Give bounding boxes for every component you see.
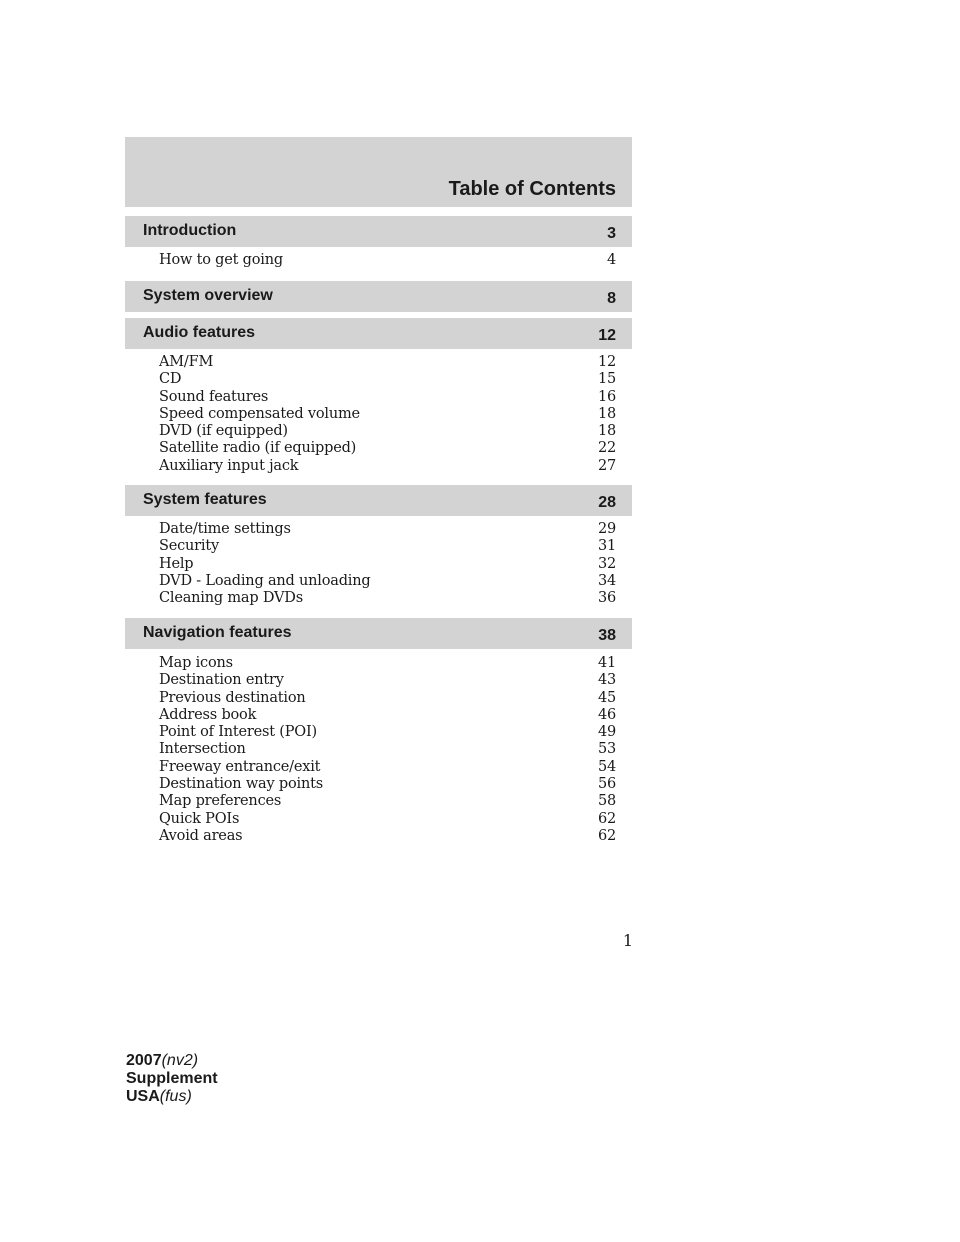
entry-page: 62: [597, 810, 616, 827]
section-title: System features: [143, 491, 267, 508]
footer-imprint: [126, 1052, 218, 1106]
entry-page: 22: [597, 440, 616, 457]
toc-entry[interactable]: [159, 672, 616, 689]
entry-page: 45: [597, 689, 616, 706]
entry-page: 32: [597, 555, 616, 572]
toc-entry[interactable]: [159, 724, 616, 741]
entry-page: 29: [597, 521, 616, 537]
toc-entry[interactable]: [159, 690, 616, 707]
toc-entry[interactable]: [159, 707, 616, 724]
entries-system-features: [159, 521, 616, 607]
toc-entry[interactable]: [159, 458, 616, 475]
section-title: Audio features: [143, 324, 256, 341]
section-audio-features[interactable]: [125, 318, 632, 349]
entry-page: 46: [597, 706, 616, 723]
entry-page: 62: [597, 827, 616, 844]
entry-label: Destination entry: [159, 672, 284, 689]
toc-entry[interactable]: [159, 811, 616, 828]
toc-entry[interactable]: [159, 655, 616, 672]
entry-label: Previous destination: [159, 689, 306, 706]
section-navigation-features[interactable]: [125, 618, 632, 649]
toc-entry[interactable]: [159, 423, 616, 440]
footer-market: USA: [126, 1088, 160, 1105]
toc-entry[interactable]: [159, 759, 616, 776]
entry-page: 34: [597, 572, 616, 589]
footer-line-year: [126, 1052, 218, 1070]
page-number: 1: [622, 931, 633, 950]
toc-entry[interactable]: [159, 389, 616, 406]
toc-entry[interactable]: [159, 776, 616, 793]
entry-page: 12: [597, 354, 616, 370]
section-system-overview[interactable]: [125, 281, 632, 312]
entry-page: 27: [597, 457, 616, 474]
entry-label: Avoid areas: [159, 827, 243, 844]
section-title: System overview: [143, 287, 273, 304]
entry-page: 56: [597, 776, 616, 793]
toc-entry[interactable]: [159, 406, 616, 423]
entry-page: 4: [606, 252, 616, 268]
toc-entry[interactable]: [159, 440, 616, 457]
entries-navigation-features: [159, 655, 616, 845]
entry-page: 53: [597, 741, 616, 758]
entry-label: DVD - Loading and unloading: [159, 572, 371, 589]
footer-line-supplement: [126, 1070, 218, 1088]
entry-page: 41: [597, 655, 616, 671]
header-band: [125, 137, 632, 207]
entry-label: Help: [159, 555, 194, 572]
toc-entry[interactable]: [159, 741, 616, 758]
toc-entry[interactable]: [159, 538, 616, 555]
footer-year: 2007: [126, 1052, 162, 1069]
entry-label: Sound features: [159, 388, 269, 405]
entry-label: Freeway entrance/exit: [159, 758, 321, 775]
section-page: 38: [598, 627, 616, 644]
entry-label: Security: [159, 538, 219, 555]
section-introduction[interactable]: [125, 216, 632, 247]
toc-entry[interactable]: [159, 573, 616, 590]
toc-entry[interactable]: [159, 556, 616, 573]
entry-page: 36: [597, 590, 616, 607]
entry-label: Map preferences: [159, 793, 282, 810]
toc-entry[interactable]: [159, 828, 616, 845]
entry-label: CD: [159, 371, 182, 388]
entry-page: 15: [597, 371, 616, 388]
section-page: 28: [598, 494, 616, 511]
entry-page: 58: [597, 793, 616, 810]
entry-label: DVD (if equipped): [159, 423, 288, 440]
toc-entry[interactable]: [159, 252, 616, 269]
toc-entry[interactable]: [159, 590, 616, 607]
entry-label: Intersection: [159, 741, 246, 758]
entries-audio-features: [159, 354, 616, 475]
entry-label: Satellite radio (if equipped): [159, 440, 357, 457]
entry-label: Quick POIs: [159, 810, 240, 827]
page-title: Table of Contents: [448, 178, 616, 200]
footer-line-market: [126, 1088, 218, 1106]
entries-introduction: [159, 252, 616, 269]
entry-label: AM/FM: [159, 354, 214, 370]
section-page: 12: [598, 327, 616, 344]
footer-market-code: (fus): [159, 1088, 192, 1105]
section-page: 8: [607, 290, 616, 307]
section-title: Navigation features: [143, 624, 292, 641]
entry-page: 18: [597, 423, 616, 440]
section-title: Introduction: [143, 222, 237, 239]
entry-page: 18: [597, 405, 616, 422]
entry-page: 31: [597, 538, 616, 555]
entry-label: Cleaning map DVDs: [159, 590, 303, 607]
entry-label: Date/time settings: [159, 521, 291, 537]
entry-label: Map icons: [159, 655, 233, 671]
entry-label: Speed compensated volume: [159, 405, 360, 422]
toc-entry[interactable]: [159, 793, 616, 810]
entry-page: 16: [597, 388, 616, 405]
section-page: 3: [607, 225, 616, 242]
toc-entry[interactable]: [159, 521, 616, 538]
footer-version: (nv2): [161, 1052, 199, 1069]
entry-label: Point of Interest (POI): [159, 724, 317, 741]
entry-label: Destination way points: [159, 776, 323, 793]
section-system-features[interactable]: [125, 485, 632, 516]
entry-label: Auxiliary input jack: [159, 457, 299, 474]
entry-page: 54: [597, 758, 616, 775]
entry-page: 43: [597, 672, 616, 689]
entry-label: How to get going: [159, 252, 283, 268]
toc-entry[interactable]: [159, 354, 616, 371]
entry-page: 49: [597, 724, 616, 741]
entry-label: Address book: [159, 706, 257, 723]
toc-entry[interactable]: [159, 371, 616, 388]
footer-supplement: Supplement: [126, 1070, 218, 1087]
